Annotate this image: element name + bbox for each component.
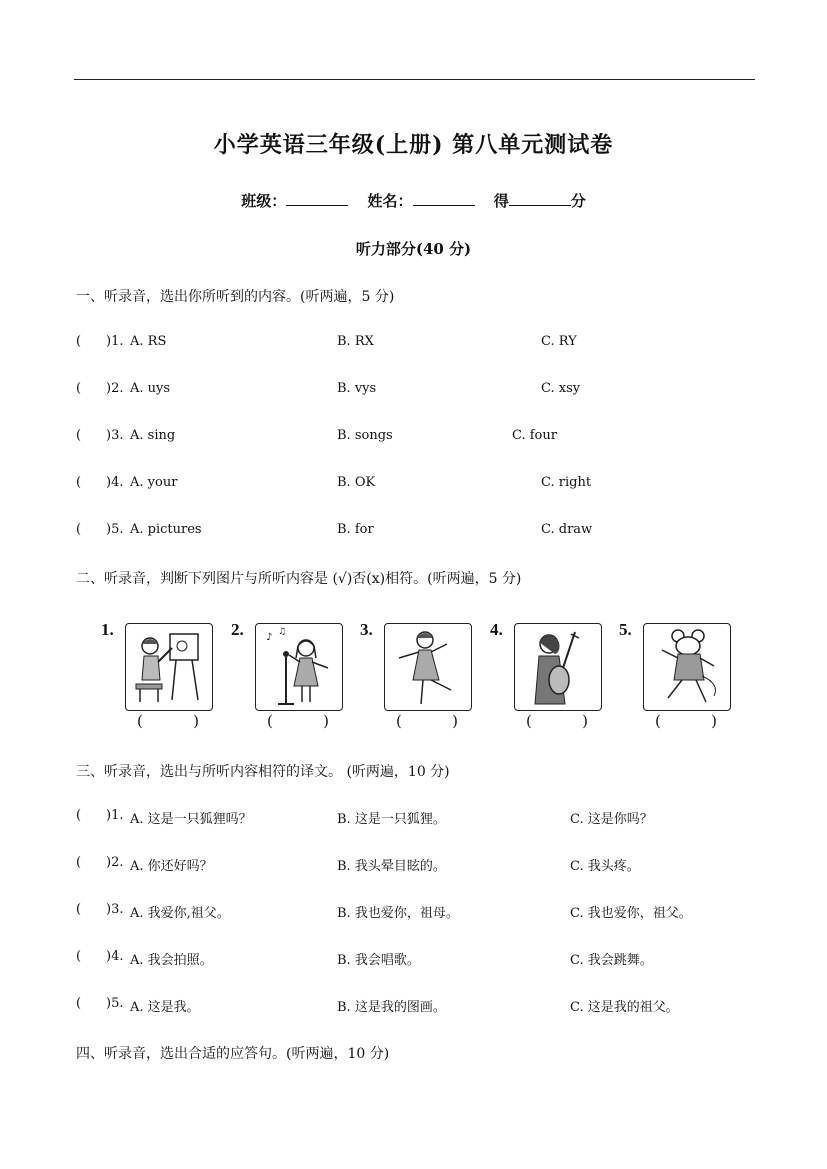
s1-q1-option-c: C. RY	[541, 334, 577, 349]
s1-q5-option-a: A. pictures	[130, 522, 202, 537]
header-rule	[74, 79, 755, 80]
answer-paren-open: (	[76, 902, 82, 917]
answer-paren-open: (	[267, 712, 273, 730]
score-label: 得	[493, 192, 509, 210]
s3-q3-number: )3.	[106, 902, 124, 917]
s1-q2-option-b: B. vys	[337, 381, 377, 396]
s3-q5-option-b: B. 这是我的图画。	[337, 1000, 446, 1015]
s3-q1-number: )1.	[106, 808, 124, 823]
answer-paren-open: (	[526, 712, 532, 730]
class-blank[interactable]	[286, 191, 348, 206]
s1-q4-option-b: B. OK	[337, 475, 376, 490]
s1-q3-option-b: B. songs	[337, 428, 393, 443]
woman-playing-pipa-icon	[514, 623, 602, 711]
s1-q2-option-c: C. xsy	[541, 381, 581, 396]
answer-paren-open: (	[76, 334, 82, 349]
answer-paren-open: (	[76, 381, 82, 396]
s1-q4-option-a: A. your	[130, 475, 178, 490]
s1-q3-number: )3.	[106, 428, 124, 443]
s1-q5-number: )5.	[106, 522, 124, 537]
s1-q5-option-c: C. draw	[541, 522, 593, 537]
s3-q2-option-b: B. 我头晕目眩的。	[337, 859, 446, 874]
s3-q1-option-a: A. 这是一只狐狸吗？	[130, 812, 252, 827]
answer-paren-close: )	[193, 712, 199, 730]
s1-q4-number: )4.	[106, 475, 124, 490]
s1-q3-option-c: C. four	[512, 428, 557, 443]
picture-number: 5.	[619, 620, 632, 639]
svg-text:♪: ♪	[266, 632, 273, 643]
svg-text:♫: ♫	[278, 627, 287, 637]
answer-paren-open: (	[76, 475, 82, 490]
student-info-line	[0, 190, 827, 211]
s3-q3-option-a: A. 我爱你,祖父。	[130, 906, 230, 921]
answer-paren-open: (	[76, 428, 82, 443]
s3-q5-number: )5.	[106, 996, 124, 1011]
s1-q1-option-a: A. RS	[130, 334, 167, 349]
s3-q4-option-b: B. 我会唱歌。	[337, 953, 420, 968]
s1-q2-option-a: A. uys	[130, 381, 171, 396]
girl-dancing-icon	[384, 623, 472, 711]
s3-q3-option-c: C. 我也爱你，祖父。	[570, 906, 692, 921]
answer-paren-close: )	[323, 712, 329, 730]
section-1-heading: 一、听录音，选出你所听到的内容。(听两遍，5 分)	[76, 289, 395, 305]
name-label: 姓名：	[367, 192, 413, 210]
s1-q2-number: )2.	[106, 381, 124, 396]
answer-paren-open: (	[396, 712, 402, 730]
s3-q5-option-a: A. 这是我。	[130, 1000, 200, 1015]
s1-q1-option-b: B. RX	[337, 334, 374, 349]
s3-q2-option-a: A. 你还好吗？	[130, 859, 213, 874]
score-unit: 分	[570, 192, 586, 210]
s1-q3-option-a: A. sing	[130, 428, 176, 443]
answer-paren-open: (	[76, 855, 82, 870]
picture-number: 4.	[490, 620, 503, 639]
s3-q4-option-c: C. 我会跳舞。	[570, 953, 653, 968]
page-title: 小学英语三年级(上册) 第八单元测试卷	[213, 132, 614, 158]
s3-q2-option-c: C. 我头疼。	[570, 859, 640, 874]
s3-q4-number: )4.	[106, 949, 124, 964]
picture-number: 2.	[231, 620, 244, 639]
section-4-heading: 四、听录音，选出合适的应答句。(听两遍，10 分)	[76, 1046, 390, 1062]
boy-drawing-icon	[125, 623, 213, 711]
answer-paren-open: (	[76, 996, 82, 1011]
s3-q3-option-b: B. 我也爱你，祖母。	[337, 906, 459, 921]
answer-paren-close: )	[452, 712, 458, 730]
s1-q5-option-b: B. for	[337, 522, 374, 537]
s1-q4-option-c: C. right	[541, 475, 592, 490]
answer-paren-open: (	[76, 949, 82, 964]
s3-q4-option-a: A. 我会拍照。	[130, 953, 213, 968]
score-blank[interactable]	[509, 191, 571, 206]
section-3-heading: 三、听录音，选出与所听内容相符的译文。 (听两遍，10 分)	[76, 764, 450, 780]
picture-number: 3.	[360, 620, 373, 639]
dancing-mouse-icon	[643, 623, 731, 711]
s3-q5-option-c: C. 这是我的祖父。	[570, 1000, 679, 1015]
s3-q1-option-c: C. 这是你吗？	[570, 812, 653, 827]
listening-part-title: 听力部分(40 分)	[355, 240, 472, 258]
class-label: 班级：	[241, 192, 287, 210]
answer-paren-close: )	[582, 712, 588, 730]
answer-paren-open: (	[76, 522, 82, 537]
s1-q1-number: )1.	[106, 334, 124, 349]
section-2-heading: 二、听录音，判断下列图片与所听内容是 (√)否(x)相符。(听两遍，5 分)	[76, 571, 522, 587]
picture-number: 1.	[101, 620, 114, 639]
answer-paren-open: (	[655, 712, 661, 730]
s3-q2-number: )2.	[106, 855, 124, 870]
s3-q1-option-b: B. 这是一只狐狸。	[337, 812, 446, 827]
answer-paren-open: (	[76, 808, 82, 823]
girl-singing-icon	[255, 623, 343, 711]
answer-paren-open: (	[137, 712, 143, 730]
name-blank[interactable]	[413, 191, 475, 206]
answer-paren-close: )	[711, 712, 717, 730]
